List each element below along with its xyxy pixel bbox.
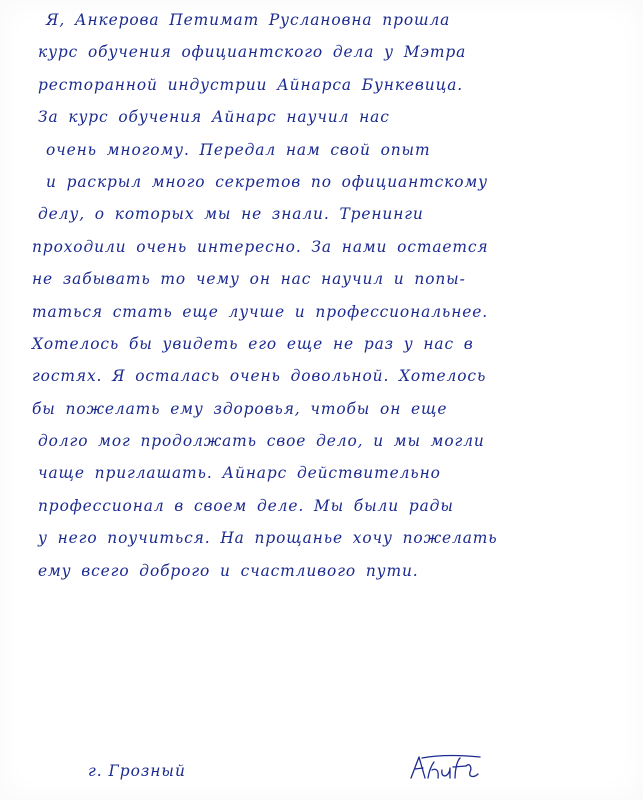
letter-line: Я, Анкерова Петимат Руслановна прошла xyxy=(46,11,451,29)
letter-line: таться стать еще лучше и профессиональнее. xyxy=(32,302,489,321)
letter-line: у него поучиться. На прощанье хочу пожелать xyxy=(38,529,498,548)
letter-line: За курс обучения Айнарс научил нас xyxy=(38,108,390,127)
letter-line: профессионал в своем деле. Мы были рады xyxy=(38,496,454,515)
letter-line: ресторанной индустрии Айнарса Бункевица. xyxy=(38,75,464,94)
letter-line: гостях. Я осталась очень довольной. Хотелось xyxy=(32,367,487,386)
handwritten-signature xyxy=(408,752,484,782)
letter-line: ему всего доброго и счастливого пути. xyxy=(38,561,419,580)
letter-line: очень многому. Передал нам свой опыт xyxy=(46,140,431,159)
letter-body xyxy=(28,4,628,587)
letter-line: курс обучения официантского дела у Мэтра xyxy=(38,43,467,62)
letter-line: долго мог продолжать свое дело, и мы могли xyxy=(38,432,485,451)
place-of-writing: г. Грозный xyxy=(88,762,186,780)
letter-line: делу, о которых мы не знали. Тренинги xyxy=(38,205,424,224)
letter-line: Хотелось бы увидеть его еще не раз у нас в xyxy=(32,334,474,353)
letter-line: и раскрыл много секретов по официантскому xyxy=(46,172,488,191)
letter-line: проходили очень интересно. За нами остается xyxy=(32,237,489,256)
letter-line: не забывать то чему он нас научил и попы- xyxy=(32,270,466,289)
letter-line: чаще приглашать. Айнарс действительно xyxy=(38,464,441,483)
letter-line: бы пожелать ему здоровья, чтобы он еще xyxy=(32,399,448,418)
